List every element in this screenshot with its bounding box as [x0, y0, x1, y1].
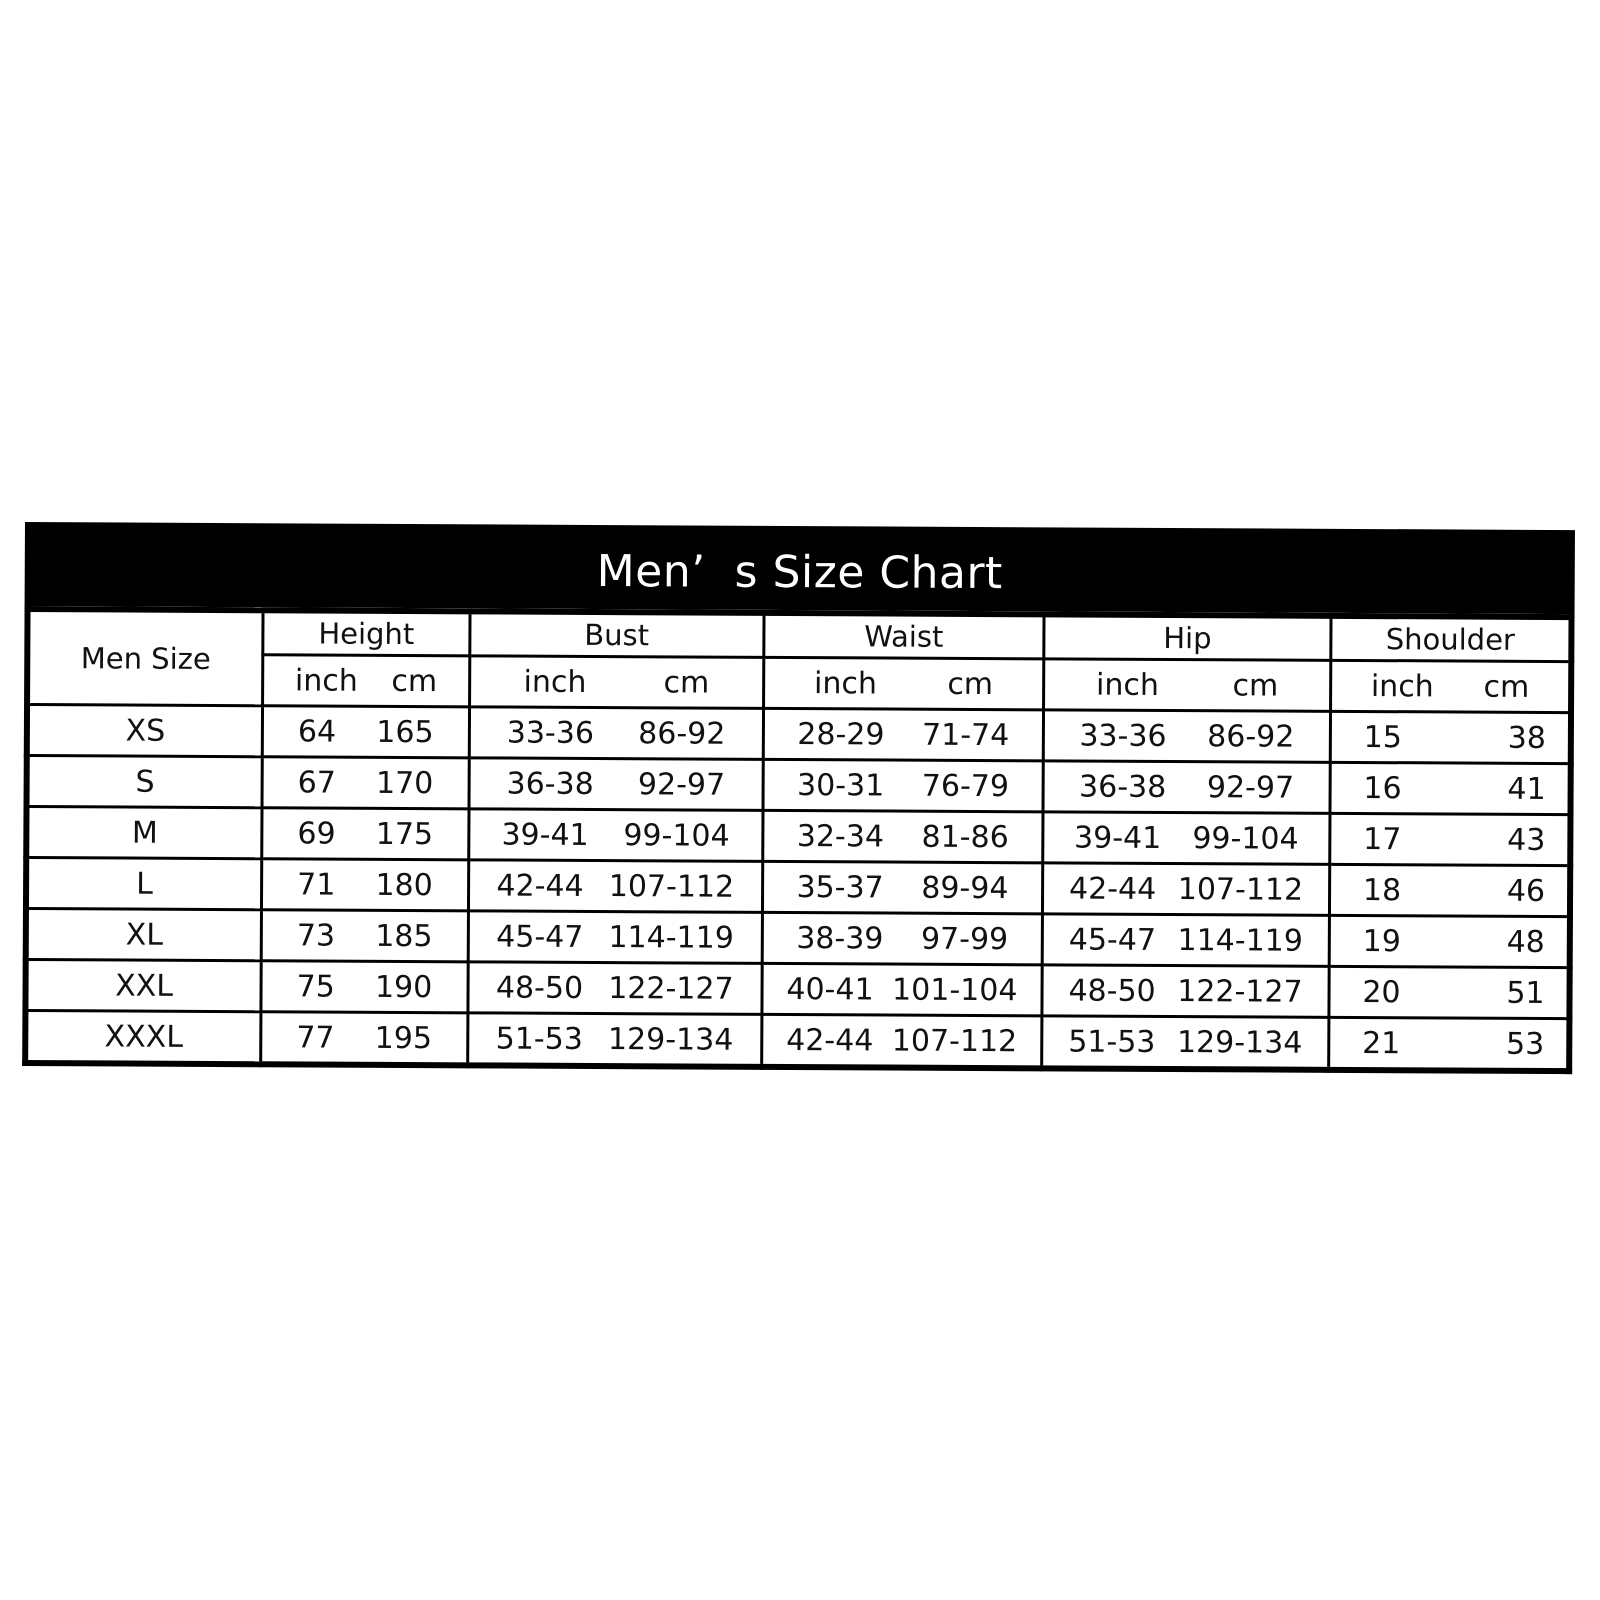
waist-cm-value: 101-104: [892, 972, 1018, 1008]
hip-cell: [1042, 965, 1329, 1018]
height-inch-value: 64: [297, 713, 337, 750]
bust-cell: [468, 911, 762, 964]
shoulder-cell: [1330, 711, 1571, 763]
waist-cell: [763, 759, 1044, 811]
bust-cm-value: 114-119: [608, 919, 734, 956]
bust-unit-cell: [469, 656, 763, 709]
unit-cm-label: cm: [947, 666, 994, 702]
waist-header: Waist: [763, 613, 1044, 659]
unit-inch-label: inch: [813, 665, 877, 701]
height-cm-value: 180: [375, 867, 433, 903]
waist-cm-value: 97-99: [920, 921, 1009, 957]
waist-cell: [762, 861, 1043, 913]
height-cell: [261, 859, 468, 911]
height-cell: [261, 1012, 468, 1066]
shoulder-cm-value: 46: [1506, 873, 1546, 909]
unit-inch-label: inch: [1096, 667, 1160, 703]
height-inch-value: 75: [296, 968, 335, 1005]
height-cell: [262, 706, 469, 758]
bust-cell: [469, 707, 763, 760]
height-cell: [262, 808, 469, 860]
bust-cm-value: 99-104: [623, 817, 730, 854]
height-unit-cell: [263, 655, 470, 707]
unit-inch-label: inch: [523, 664, 587, 700]
hip-cm-value: 107-112: [1177, 871, 1304, 908]
bust-cm-value: 92-97: [637, 766, 726, 803]
waist-cell: [763, 708, 1044, 760]
hip-inch-value: 42-44: [1068, 870, 1157, 907]
unit-inch-label: inch: [294, 662, 358, 699]
height-cm-value: 165: [376, 714, 434, 750]
waist-cell: [762, 810, 1043, 862]
hip-cell: [1043, 812, 1330, 865]
shoulder-cm-value: 48: [1506, 924, 1545, 960]
hip-cell: [1043, 863, 1330, 916]
hip-cm-value: 114-119: [1177, 922, 1303, 959]
shoulder-inch-value: 19: [1362, 923, 1401, 959]
height-inch-value: 73: [296, 917, 336, 954]
shoulder-unit-cell: [1330, 660, 1571, 712]
height-cm-value: 190: [374, 969, 433, 1005]
bust-inch-value: 51-53: [495, 1020, 583, 1057]
bust-cm-value: 129-134: [607, 1021, 734, 1058]
hip-cell: [1042, 914, 1329, 967]
height-cell: [262, 757, 469, 809]
waist-cm-value: 76-79: [921, 768, 1010, 804]
shoulder-header: Shoulder: [1331, 616, 1572, 662]
height-inch-value: 67: [297, 764, 336, 801]
height-cm-value: 170: [375, 765, 434, 801]
waist-cell: [762, 912, 1043, 964]
height-inch-value: 71: [297, 866, 336, 903]
size-cell: XXL: [25, 960, 261, 1012]
waist-inch-value: 42-44: [786, 1022, 874, 1058]
bust-inch-value: 48-50: [495, 969, 584, 1006]
hip-unit-cell: [1044, 659, 1331, 712]
waist-inch-value: 28-29: [797, 716, 885, 753]
hip-cm-value: 92-97: [1206, 769, 1295, 806]
waist-cm-value: 107-112: [891, 1023, 1018, 1059]
shoulder-inch-value: 17: [1363, 821, 1402, 857]
hip-cell: [1043, 710, 1330, 763]
height-inch-value: 69: [297, 815, 336, 852]
size-cell: XS: [27, 705, 263, 757]
shoulder-inch-value: 21: [1362, 1025, 1401, 1061]
bust-inch-value: 36-38: [506, 766, 594, 802]
waist-cm-value: 81-86: [921, 819, 1009, 855]
size-column-header: Men Size: [27, 609, 263, 706]
hip-cm-value: 122-127: [1177, 973, 1303, 1010]
unit-cm-label: cm: [391, 663, 438, 699]
waist-cell: [762, 963, 1043, 1015]
waist-cm-value: 89-94: [921, 870, 1009, 906]
table-row: [25, 960, 1569, 1019]
waist-inch-value: 38-39: [796, 920, 884, 957]
bust-cell: [469, 809, 763, 862]
hip-inch-value: 36-38: [1079, 769, 1167, 805]
shoulder-inch-value: 18: [1362, 872, 1402, 908]
height-header: Height: [263, 610, 470, 656]
size-table: [22, 606, 1574, 1074]
shoulder-inch-value: 20: [1362, 974, 1401, 1010]
chart-title: Men’ s Size Chart: [596, 545, 1003, 599]
size-cell: L: [26, 858, 262, 910]
height-cm-value: 195: [374, 1020, 433, 1056]
bust-inch-value: 39-41: [501, 816, 589, 853]
hip-inch-value: 33-36: [1079, 718, 1167, 754]
waist-cell: [761, 1014, 1042, 1068]
bust-cell: [468, 860, 762, 913]
table-row: [26, 909, 1570, 968]
title-bar: [25, 522, 1575, 614]
table-row: [27, 756, 1571, 815]
bust-cell: [467, 1013, 761, 1067]
height-cell: [261, 961, 468, 1013]
unit-inch-label: inch: [1370, 668, 1434, 704]
table-row: [27, 705, 1571, 764]
hip-cm-value: 86-92: [1207, 718, 1295, 755]
bust-inch-value: 45-47: [496, 918, 584, 955]
hip-cell: [1042, 1016, 1329, 1070]
unit-cm-label: cm: [1483, 669, 1530, 705]
waist-inch-value: 30-31: [796, 767, 885, 804]
shoulder-cell: [1328, 1017, 1569, 1071]
shoulder-inch-value: 16: [1363, 770, 1402, 806]
waist-unit-cell: [763, 657, 1044, 709]
size-cell: M: [26, 807, 262, 859]
shoulder-cm-value: 53: [1506, 1026, 1545, 1062]
hip-cm-value: 99-104: [1192, 820, 1299, 857]
bust-cell: [469, 758, 763, 811]
height-cell: [261, 910, 468, 962]
shoulder-cm-value: 51: [1506, 975, 1545, 1011]
size-chart: [22, 522, 1575, 1074]
hip-inch-value: 45-47: [1068, 921, 1157, 958]
height-cm-value: 175: [375, 816, 434, 852]
unit-cm-label: cm: [663, 664, 710, 701]
table-row: [25, 1011, 1569, 1072]
shoulder-cm-value: 41: [1507, 771, 1546, 807]
shoulder-cell: [1329, 966, 1570, 1018]
bust-cell: [468, 962, 762, 1015]
group-header-row: [27, 609, 1571, 662]
bust-header: Bust: [470, 611, 764, 657]
hip-cm-value: 129-134: [1176, 1024, 1303, 1061]
shoulder-cell: [1329, 915, 1570, 967]
table-row: [26, 858, 1570, 917]
shoulder-cell: [1329, 864, 1570, 916]
size-cell: XL: [26, 909, 262, 961]
shoulder-inch-value: 15: [1363, 719, 1403, 755]
size-cell: S: [27, 756, 263, 808]
hip-cell: [1043, 761, 1330, 814]
bust-cm-value: 107-112: [608, 868, 735, 905]
waist-inch-value: 40-41: [786, 971, 874, 1007]
bust-inch-value: 33-36: [506, 715, 595, 751]
size-cell: XXXL: [25, 1011, 261, 1065]
bust-cm-value: 86-92: [638, 715, 726, 752]
table-row: [26, 807, 1570, 866]
shoulder-cm-value: 38: [1507, 720, 1546, 756]
height-inch-value: 77: [296, 1019, 335, 1056]
hip-header: Hip: [1044, 614, 1331, 660]
hip-inch-value: 39-41: [1073, 819, 1162, 856]
shoulder-cm-value: 43: [1507, 822, 1546, 858]
bust-inch-value: 42-44: [496, 867, 584, 904]
hip-inch-value: 51-53: [1068, 1023, 1156, 1060]
hip-inch-value: 48-50: [1068, 972, 1156, 1009]
shoulder-cell: [1330, 813, 1571, 865]
waist-cm-value: 71-74: [921, 717, 1010, 753]
shoulder-cell: [1330, 762, 1571, 814]
waist-inch-value: 32-34: [796, 818, 885, 855]
height-cm-value: 185: [375, 918, 433, 954]
bust-cm-value: 122-127: [608, 970, 734, 1007]
unit-cm-label: cm: [1232, 667, 1279, 704]
waist-inch-value: 35-37: [796, 869, 884, 906]
